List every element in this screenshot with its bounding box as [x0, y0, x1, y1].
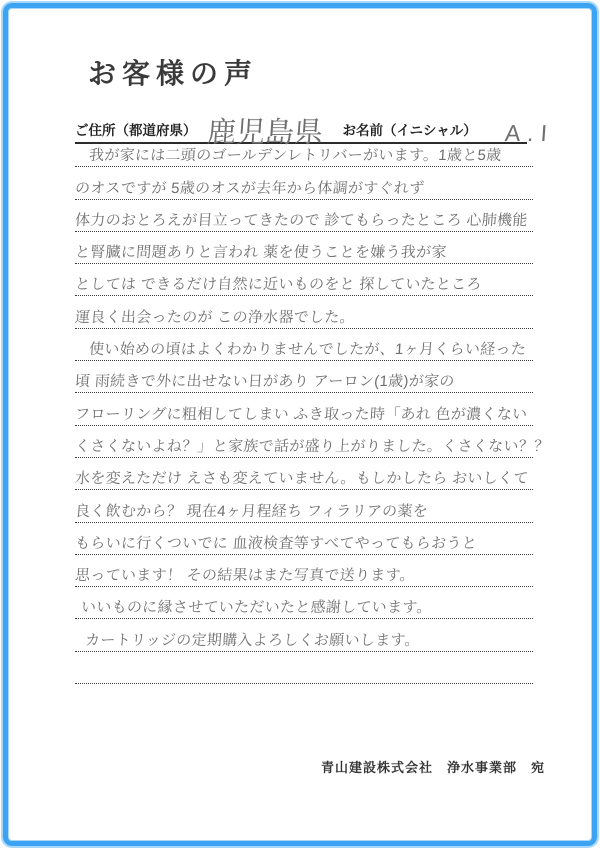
review-line-text: 体力のおとろえが目立ってきたので 診てもらったところ 心肺機能	[74, 211, 529, 229]
review-line-text: のオスですが 5歳のオスが去年から体調がすぐれず	[74, 179, 426, 197]
address-handwritten-value: 鹿児島県	[205, 117, 324, 149]
review-text-area	[74, 135, 550, 684]
page-title: お客様の声	[88, 58, 259, 89]
address-label: ご住所（都道府県）	[75, 123, 197, 138]
review-line-text: 水を変えただけ えさも変えていません。もしかしたら おいしくて	[74, 470, 530, 488]
review-line-text: いいものに縁させていただいたと感謝しています。	[80, 599, 433, 617]
review-line-text: カートリッジの定期購入よろしくお願いします。	[84, 631, 421, 649]
review-line	[74, 426, 550, 458]
review-line-text: 我が家には二頭のゴールデンレトリバーがいます。1歳と5歳	[88, 147, 503, 165]
review-line-text: もらいに行くついでに 血液検査等すべてやってもらおうと	[74, 534, 478, 552]
review-line-text: フローリングに粗相してしまい ふき取った時「あれ 色が濃くない	[74, 405, 528, 423]
review-line-text: 使い始めの頃はよくわかりませんでしたが、1ヶ月くらい経った	[88, 341, 527, 359]
review-line	[75, 393, 533, 425]
review-line-text: と腎臓に問題ありと言われ 薬を使うことを嫌う我が家	[74, 244, 448, 262]
review-line	[75, 200, 533, 232]
review-line-text: 思っています！ その結果はまた写真で送ります。	[74, 567, 416, 585]
review-line-text: 良く飲むから？ 現在4ヶ月程経ち フィラリアの薬を	[74, 502, 429, 520]
review-line-text: 頃 雨続きで外に出せない日があり アーロン(1歳)が家の	[74, 373, 456, 391]
review-line	[75, 361, 533, 393]
review-line	[75, 329, 533, 361]
review-line	[75, 167, 533, 199]
review-line-text: 運良く出会ったのが この浄水器でした。	[74, 308, 356, 326]
review-line-text: としては できるだけ自然に近いものをと 探していたところ	[74, 276, 483, 294]
review-line	[75, 523, 533, 555]
review-line	[75, 458, 533, 490]
review-line	[75, 587, 533, 619]
review-line-text: くさくないよね？」と家族で話が盛り上がりました。くさくない？？	[74, 437, 550, 455]
footer-recipient: 青山建設株式会社 浄水事業部 宛	[320, 760, 545, 775]
name-handwritten-value: A.I	[503, 120, 555, 146]
review-line	[75, 296, 533, 328]
review-line	[75, 490, 533, 522]
review-line	[75, 135, 533, 167]
review-line	[75, 555, 533, 587]
name-label: お名前（イニシャル）	[342, 123, 477, 138]
review-line	[75, 619, 533, 651]
review-line	[75, 232, 533, 264]
review-line	[75, 264, 533, 296]
review-line	[75, 652, 533, 684]
